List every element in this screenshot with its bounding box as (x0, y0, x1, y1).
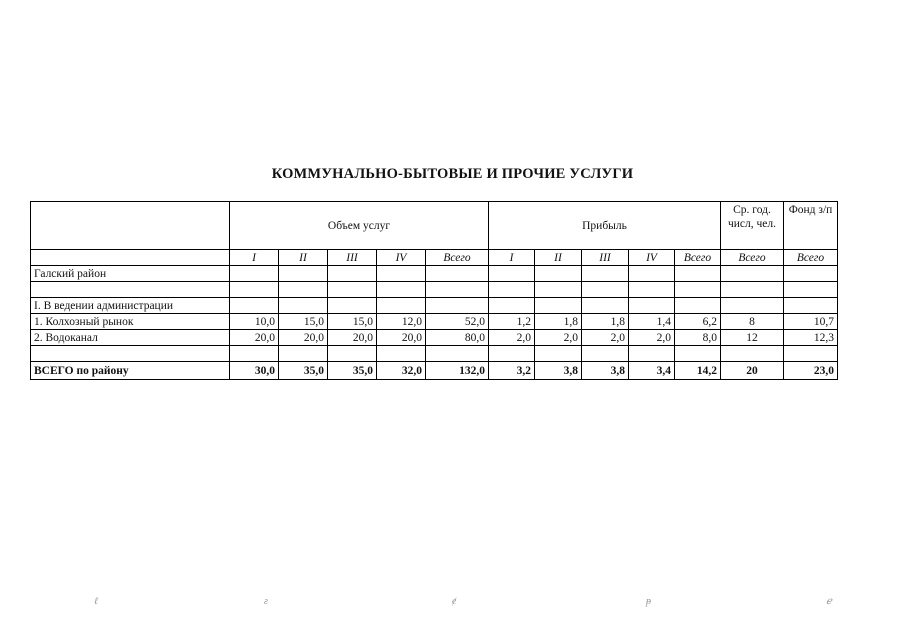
margin-mark: ℯ (826, 596, 832, 607)
row-label-cell (31, 346, 230, 362)
value-cell: 3,2 (489, 362, 535, 380)
value-cell (489, 266, 535, 282)
value-cell (535, 298, 582, 314)
value-cell: 15,0 (328, 314, 377, 330)
value-cell (582, 346, 629, 362)
value-cell (279, 298, 328, 314)
value-cell (328, 282, 377, 298)
table-row (31, 346, 838, 362)
value-cell: 14,2 (675, 362, 721, 380)
subheader-cell: II (279, 250, 328, 266)
subheader-cell: IV (377, 250, 426, 266)
table-row (31, 298, 838, 314)
wage-fund-header: Фонд з/п (784, 202, 838, 250)
value-cell (784, 266, 838, 282)
value-cell (377, 266, 426, 282)
value-cell: 3,8 (582, 362, 629, 380)
value-cell (279, 346, 328, 362)
header-row-groups (31, 202, 838, 250)
value-cell (377, 298, 426, 314)
value-cell: 2,0 (629, 330, 675, 346)
services-table (30, 201, 838, 380)
value-cell: 8,0 (675, 330, 721, 346)
subheader-cell: Всего (784, 250, 838, 266)
value-cell: 23,0 (784, 362, 838, 380)
table-row (31, 330, 838, 346)
value-cell: 52,0 (426, 314, 489, 330)
total-label-cell: ВСЕГО по району (31, 362, 230, 380)
subheader-cell: II (535, 250, 582, 266)
value-cell (629, 266, 675, 282)
value-cell: 2,0 (489, 330, 535, 346)
subheader-cell: III (582, 250, 629, 266)
value-cell (784, 346, 838, 362)
value-cell (675, 346, 721, 362)
subheader-cell: Всего (721, 250, 784, 266)
subheader-cell: Всего (426, 250, 489, 266)
value-cell (721, 282, 784, 298)
value-cell: 6,2 (675, 314, 721, 330)
value-cell (721, 346, 784, 362)
value-cell (230, 298, 279, 314)
value-cell: 10,0 (230, 314, 279, 330)
value-cell (784, 298, 838, 314)
row-label-cell: 2. Водоканал (31, 330, 230, 346)
header-row-periods (31, 250, 838, 266)
subheader-cell: I (230, 250, 279, 266)
table-row (31, 266, 838, 282)
subheader-cell: IV (629, 250, 675, 266)
value-cell (629, 298, 675, 314)
value-cell (582, 298, 629, 314)
value-cell (675, 298, 721, 314)
value-cell: 20,0 (230, 330, 279, 346)
value-cell (426, 298, 489, 314)
value-cell (784, 282, 838, 298)
value-cell: 3,4 (629, 362, 675, 380)
value-cell (377, 282, 426, 298)
value-cell (629, 282, 675, 298)
margin-mark: ƨ (264, 596, 268, 607)
volume-group-header: Объем услуг (230, 202, 489, 250)
margin-mark: ℓ (94, 596, 99, 607)
value-cell (582, 282, 629, 298)
value-cell: 2,0 (535, 330, 582, 346)
value-cell: 1,4 (629, 314, 675, 330)
table-row (31, 314, 838, 330)
value-cell: 32,0 (377, 362, 426, 380)
value-cell: 20,0 (328, 330, 377, 346)
value-cell: 1,8 (582, 314, 629, 330)
value-cell (377, 346, 426, 362)
value-cell: 20,0 (279, 330, 328, 346)
subheader-cell: Всего (675, 250, 721, 266)
row-label-cell (31, 282, 230, 298)
value-cell: 12 (721, 330, 784, 346)
label-subheader-cell (31, 250, 230, 266)
margin-mark: ɇ (452, 596, 457, 607)
value-cell: 20 (721, 362, 784, 380)
corner-cell (31, 202, 230, 250)
value-cell (675, 282, 721, 298)
value-cell (230, 346, 279, 362)
value-cell (279, 282, 328, 298)
value-cell (675, 266, 721, 282)
value-cell (489, 346, 535, 362)
value-cell (328, 266, 377, 282)
value-cell (535, 266, 582, 282)
row-label-cell: 1. Колхозный рынок (31, 314, 230, 330)
subheader-cell: III (328, 250, 377, 266)
value-cell (535, 346, 582, 362)
value-cell: 12,3 (784, 330, 838, 346)
value-cell (582, 266, 629, 282)
table-row (31, 282, 838, 298)
value-cell (721, 266, 784, 282)
value-cell (328, 346, 377, 362)
value-cell: 132,0 (426, 362, 489, 380)
value-cell: 80,0 (426, 330, 489, 346)
value-cell: 1,8 (535, 314, 582, 330)
total-row (31, 362, 838, 380)
value-cell (629, 346, 675, 362)
value-cell (426, 346, 489, 362)
value-cell (230, 266, 279, 282)
value-cell: 10,7 (784, 314, 838, 330)
value-cell (426, 282, 489, 298)
value-cell (279, 266, 328, 282)
row-label-cell: Галский район (31, 266, 230, 282)
value-cell (535, 282, 582, 298)
value-cell (721, 298, 784, 314)
avg-staff-header: Ср. год. числ, чел. (721, 202, 784, 250)
value-cell (426, 266, 489, 282)
value-cell (230, 282, 279, 298)
value-cell: 20,0 (377, 330, 426, 346)
value-cell: 1,2 (489, 314, 535, 330)
value-cell (489, 298, 535, 314)
value-cell: 3,8 (535, 362, 582, 380)
value-cell: 2,0 (582, 330, 629, 346)
margin-mark: ᵽ (646, 596, 651, 607)
value-cell (489, 282, 535, 298)
value-cell: 35,0 (279, 362, 328, 380)
document-title: КОММУНАЛЬНО-БЫТОВЫЕ И ПРОЧИЕ УСЛУГИ (271, 166, 634, 182)
row-label-cell: I. В ведении администрации (31, 298, 230, 314)
subheader-cell: I (489, 250, 535, 266)
value-cell: 30,0 (230, 362, 279, 380)
profit-group-header: Прибыль (489, 202, 721, 250)
value-cell (328, 298, 377, 314)
value-cell: 12,0 (377, 314, 426, 330)
value-cell: 8 (721, 314, 784, 330)
value-cell: 15,0 (279, 314, 328, 330)
value-cell: 35,0 (328, 362, 377, 380)
